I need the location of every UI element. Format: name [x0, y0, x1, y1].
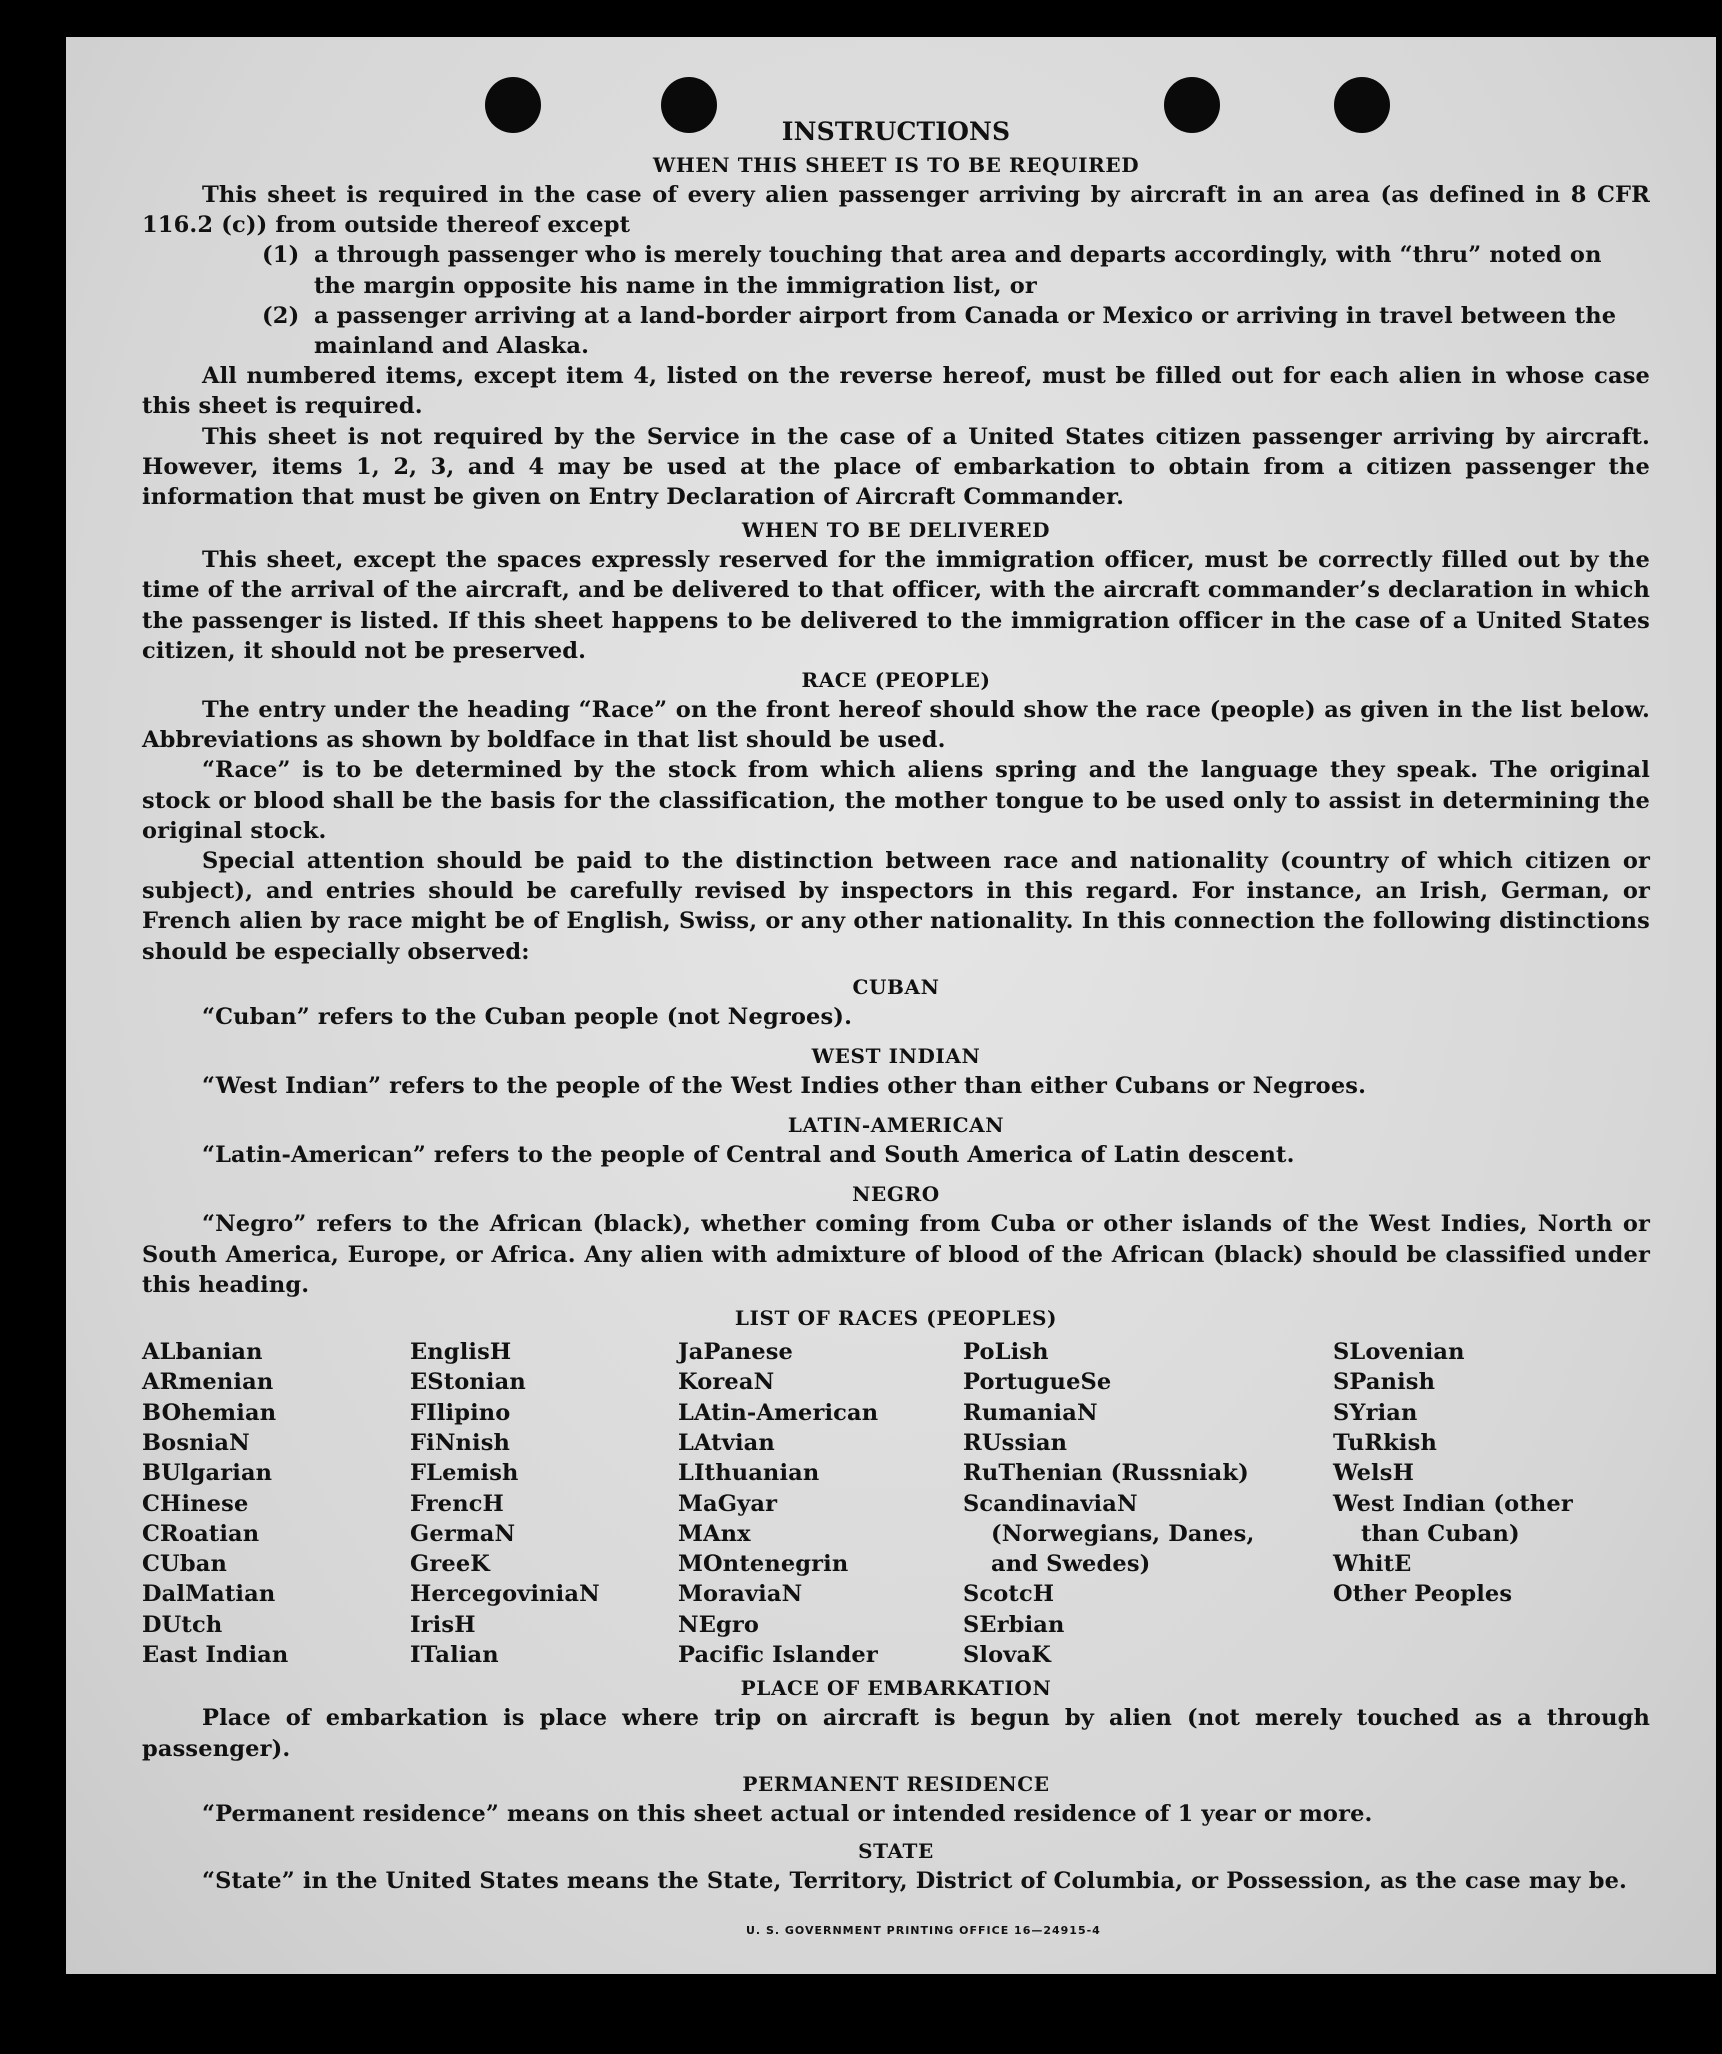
- paragraph: “Race” is to be determined by the stock from which aliens spring and the language they speak. The original stock or blood shall be the basis for the classification, the mother tongue to be used only to assist in determining the original stock.: [142, 757, 1650, 844]
- race-item: MOntenegrin: [678, 1551, 849, 1578]
- race-item: Other Peoples: [1333, 1581, 1513, 1608]
- section-heading: RACE (PEOPLE): [801, 668, 991, 693]
- race-item: FrencH: [410, 1490, 504, 1517]
- race-item: PoLish: [963, 1339, 1049, 1366]
- race-item: KoreaN: [678, 1369, 775, 1396]
- item-number: (2): [262, 302, 300, 329]
- section-heading: LIST OF RACES (PEOPLES): [734, 1306, 1058, 1331]
- race-item: CHinese: [142, 1490, 249, 1517]
- paragraph: All numbered items, except item 4, listed on the reverse hereof, must be filled out for each alien in whose case this sheet is required.: [142, 363, 1650, 420]
- race-item: ITalian: [410, 1642, 499, 1669]
- section-heading: WEST INDIAN: [811, 1044, 981, 1069]
- paragraph: The entry under the heading “Race” on the front hereof should show the race (people) as given in the list below. Abbreviations as shown by boldface in that list should be used.: [142, 697, 1650, 754]
- race-item: LIthuanian: [678, 1460, 820, 1487]
- race-column: [1333, 1337, 1650, 1670]
- section-heading: PERMANENT RESIDENCE: [742, 1771, 1050, 1796]
- item-text: a passenger arriving at a land-border airport from Canada or Mexico or arriving in travel between the mainland and Alaska.: [314, 302, 1617, 360]
- race-list: [142, 1337, 1650, 1670]
- race-column: [678, 1337, 963, 1670]
- race-item: SlovaK: [963, 1642, 1051, 1669]
- item-text: a through passenger who is merely touching that area and departs accordingly, with “thru” noted on the margin opposite his name in the immigration list, or: [314, 242, 1602, 299]
- section-heading: NEGRO: [852, 1182, 940, 1207]
- race-item: CUban: [142, 1551, 227, 1578]
- race-item: BUlgarian: [142, 1460, 273, 1487]
- race-item: West Indian (other than Cuban): [1333, 1490, 1573, 1547]
- race-item: DUtch: [142, 1611, 223, 1638]
- race-item: ALbanian: [142, 1339, 263, 1366]
- list-item: [142, 301, 1650, 361]
- race-item: EnglisH: [410, 1339, 512, 1366]
- race-item: RuThenian (Russniak): [963, 1460, 1249, 1487]
- paragraph: “Latin-American” refers to the people of Central and South America of Latin descent.: [202, 1142, 1295, 1169]
- paragraph: This sheet, except the spaces expressly reserved for the immigration officer, must be correctly filled out by the time of the arrival of the aircraft, and be delivered to that officer, with the aircraft commander’s declaration in which the passenger is listed. If this sheet happens to be delivered to the immigration officer in the case of a United States citizen, it should not be preserved.: [142, 547, 1650, 664]
- list-item: [142, 240, 1650, 300]
- paragraph: “Permanent residence” means on this sheet actual or intended residence of 1 year or more.: [202, 1800, 1373, 1827]
- section-heading: LATIN-AMERICAN: [787, 1113, 1005, 1138]
- race-item: HercegoviniaN: [410, 1581, 600, 1608]
- race-item: CRoatian: [142, 1520, 260, 1547]
- race-item: BOhemian: [142, 1399, 277, 1426]
- race-item: MaGyar: [678, 1490, 778, 1517]
- instructions-text: [142, 115, 1650, 1896]
- race-item: RUssian: [963, 1429, 1068, 1456]
- paragraph: “West Indian” refers to the people of the West Indies other than either Cubans or Negroes.: [202, 1073, 1367, 1100]
- printing-office-footer: U. S. GOVERNMENT PRINTING OFFICE 16—24915-4: [746, 1924, 1101, 1937]
- race-item: Pacific Islander: [678, 1642, 878, 1669]
- race-item: DalMatian: [142, 1581, 276, 1608]
- race-item: FiNnish: [410, 1429, 511, 1456]
- race-column: [410, 1337, 678, 1670]
- race-item: EStonian: [410, 1369, 526, 1396]
- race-item: RumaniaN: [963, 1399, 1098, 1426]
- paragraph: “Cuban” refers to the Cuban people (not Negroes).: [202, 1003, 853, 1030]
- race-item: TuRkish: [1333, 1429, 1437, 1456]
- race-item: FLemish: [410, 1460, 519, 1487]
- race-item: WelsH: [1333, 1460, 1414, 1487]
- paragraph: “Negro” refers to the African (black), whether coming from Cuba or other islands of the West Indies, North or South America, Europe, or Africa. Any alien with admixture of blood of the African (black) should be classified under this heading.: [142, 1211, 1650, 1298]
- race-item: NEgro: [678, 1611, 760, 1638]
- race-item: GermaN: [410, 1520, 516, 1547]
- race-item: JaPanese: [678, 1339, 793, 1366]
- race-item: ScandinaviaN (Norwegians, Danes, and Swedes): [963, 1490, 1255, 1578]
- race-item: ARmenian: [142, 1369, 274, 1396]
- paragraph: This sheet is required in the case of every alien passenger arriving by aircraft in an area (as defined in 8 CFR 116.2 (c)) from outside thereof except: [142, 182, 1650, 239]
- race-column: [963, 1337, 1333, 1670]
- race-item: IrisH: [410, 1611, 476, 1638]
- race-item: BosniaN: [142, 1429, 250, 1456]
- race-item: WhitE: [1333, 1551, 1412, 1578]
- item-number: (1): [262, 242, 300, 269]
- race-item: SErbian: [963, 1611, 1065, 1638]
- section-heading: STATE: [858, 1838, 934, 1863]
- section-heading: WHEN TO BE DELIVERED: [741, 518, 1051, 543]
- race-item: ScotcH: [963, 1581, 1055, 1608]
- race-item: LAtin-American: [678, 1399, 879, 1426]
- race-item: MAnx: [678, 1520, 751, 1547]
- document-page: [66, 37, 1716, 1974]
- section-heading: PLACE OF EMBARKATION: [740, 1676, 1052, 1701]
- race-item: LAtvian: [678, 1429, 775, 1456]
- page-title: INSTRUCTIONS: [781, 117, 1011, 146]
- section-heading: WHEN THIS SHEET IS TO BE REQUIRED: [652, 153, 1140, 177]
- race-item: SPanish: [1333, 1369, 1436, 1396]
- section-heading: CUBAN: [852, 974, 940, 999]
- paragraph: “State” in the United States means the State, Territory, District of Columbia, or Possession, as the case may be.: [202, 1867, 1628, 1894]
- race-item: PortugueSe: [963, 1369, 1112, 1396]
- paragraph: Special attention should be paid to the distinction between race and nationality (country of which citizen or subject), and entries should be carefully revised by inspectors in this regard. For instance, an Irish, German, or French alien by race might be of English, Swiss, or any other nationality. In this connection the following distinctions should be especially observed:: [142, 848, 1650, 965]
- race-column: [142, 1337, 410, 1670]
- race-item: FIlipino: [410, 1399, 511, 1426]
- race-item: MoraviaN: [678, 1581, 803, 1608]
- race-item: SYrian: [1333, 1399, 1418, 1426]
- race-item: GreeK: [410, 1551, 491, 1578]
- paragraph: This sheet is not required by the Service in the case of a United States citizen passenger arriving by aircraft. However, items 1, 2, 3, and 4 may be used at the place of embarkation to obtain from a citizen passenger the information that must be given on Entry Declaration of Aircraft Commander.: [142, 423, 1650, 511]
- race-item: East Indian: [142, 1642, 289, 1669]
- paragraph: Place of embarkation is place where trip on aircraft is begun by alien (not merely touched as a through passenger).: [142, 1705, 1650, 1762]
- race-item: SLovenian: [1333, 1339, 1465, 1366]
